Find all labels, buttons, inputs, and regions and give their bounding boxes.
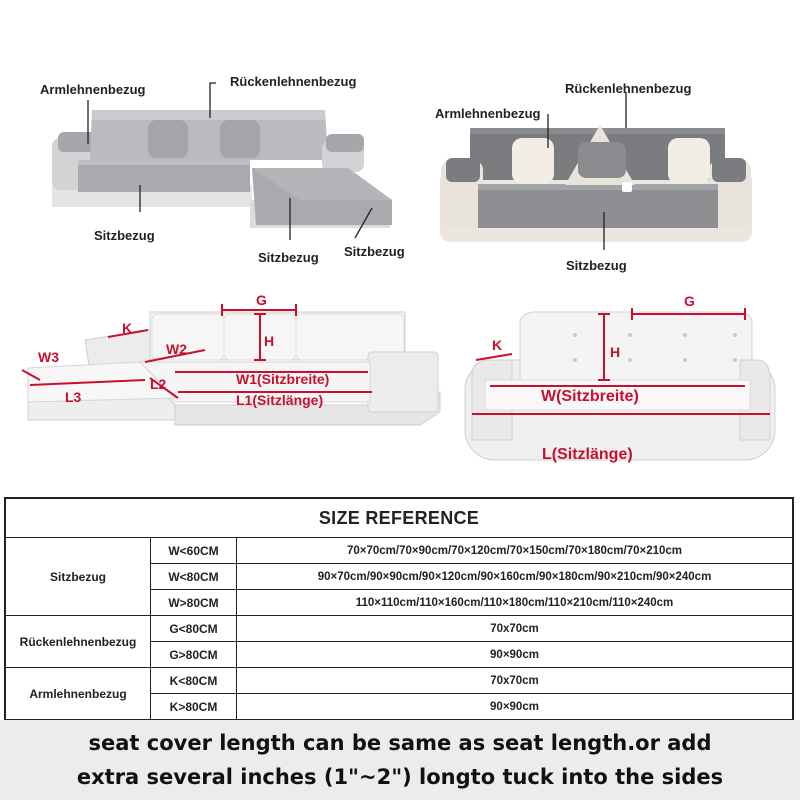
armrest-label-right: Armlehnenbezug <box>435 106 541 121</box>
size-values: 70x70cm <box>490 674 539 687</box>
dim-l1: L1(Sitzlänge) <box>236 392 324 408</box>
size-values: 110×110cm/110×160cm/110×180cm/110×210cm/110×240cm <box>355 596 674 609</box>
dim-k-left: K <box>122 320 133 336</box>
size-code: G<80CM <box>151 616 237 641</box>
dim-h-left: H <box>264 333 275 349</box>
size-values: 70x70cm <box>490 622 539 635</box>
footer-note <box>0 720 800 800</box>
footer-line-1: seat cover length can be same as seat length.or add <box>88 731 712 755</box>
sectional-measure-diagram <box>28 312 440 425</box>
seat-label-left-2: Sitzbezug <box>258 250 319 265</box>
seat-label-right: Sitzbezug <box>566 258 627 273</box>
table-title: SIZE REFERENCE <box>6 499 792 538</box>
armrest-label-left: Armlehnenbezug <box>40 82 146 97</box>
sofa-photos <box>0 0 800 290</box>
three-seat-sofa-photo <box>440 125 752 242</box>
table-row <box>151 642 792 667</box>
size-code: K>80CM <box>151 694 237 719</box>
backrest-label-left: Rückenlehnenbezug <box>230 74 357 89</box>
group-rueckenlehnenbezug <box>6 616 792 668</box>
dim-k-right: K <box>492 337 503 353</box>
size-values: 70×70cm/70×90cm/70×120cm/70×150cm/70×180cm/70×210cm <box>346 544 683 557</box>
size-values: 90×90cm <box>490 700 539 713</box>
size-code: K<80CM <box>151 668 237 693</box>
dim-l-right: L(Sitzlänge) <box>542 446 633 463</box>
size-code: W<80CM <box>151 564 237 589</box>
dim-h-right: H <box>610 344 621 360</box>
dim-w3: W3 <box>38 349 59 365</box>
backrest-label-right: Rückenlehnenbezug <box>565 81 692 96</box>
category-label: Rückenlehnenbezug <box>6 616 151 667</box>
size-values: 90×70cm/90×90cm/90×120cm/90×160cm/90×180cm/90×210cm/90×240cm <box>317 570 712 583</box>
group-armlehnenbezug <box>6 668 792 719</box>
dim-l3: L3 <box>65 389 82 405</box>
table-row <box>151 564 792 590</box>
category-label: Armlehnenbezug <box>6 668 151 719</box>
table-row <box>151 616 792 642</box>
seat-label-left-1: Sitzbezug <box>94 228 155 243</box>
measurement-diagrams <box>0 280 800 500</box>
table-row <box>151 538 792 564</box>
dim-g-left: G <box>256 292 267 308</box>
dim-w2: W2 <box>166 341 187 357</box>
table-row <box>151 590 792 615</box>
size-code: W<60CM <box>151 538 237 563</box>
size-code: G>80CM <box>151 642 237 667</box>
dim-l2: L2 <box>150 376 167 392</box>
dim-g-right: G <box>684 293 695 309</box>
group-sitzbezug <box>6 538 792 616</box>
dim-w-right: W(Sitzbreite) <box>541 388 639 405</box>
size-values: 90×90cm <box>490 648 539 661</box>
seat-label-left-3: Sitzbezug <box>344 244 405 259</box>
dim-w1: W1(Sitzbreite) <box>236 371 330 387</box>
category-label: Sitzbezug <box>6 538 151 615</box>
footer-line-2: extra several inches (1"~2") longto tuck into the sides <box>76 765 724 789</box>
size-code: W>80CM <box>151 590 237 615</box>
sectional-sofa-photo <box>52 110 392 228</box>
size-reference-table <box>4 497 794 721</box>
table-row <box>151 668 792 694</box>
table-row <box>151 694 792 719</box>
